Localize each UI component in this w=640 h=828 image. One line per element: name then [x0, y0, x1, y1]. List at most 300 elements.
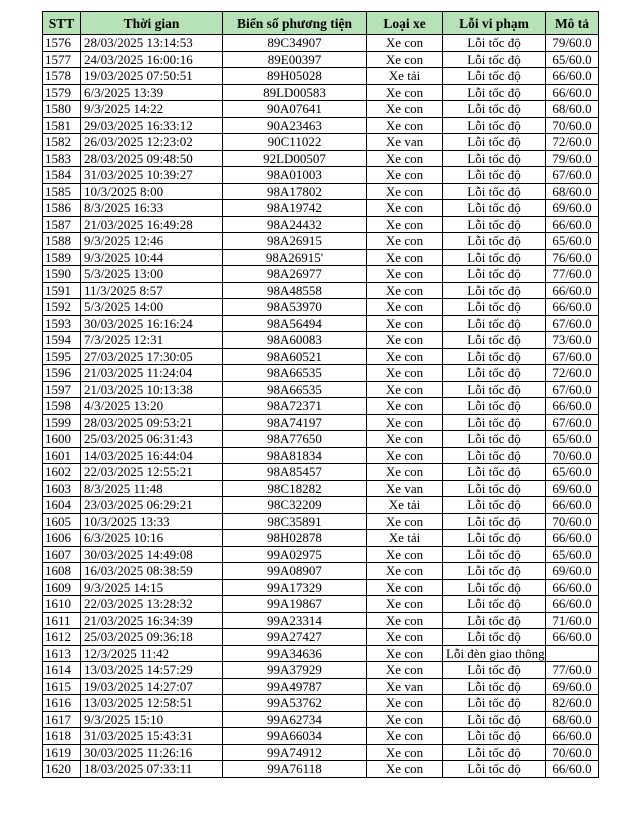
cell-plate: 99A53762	[223, 695, 367, 712]
cell-stt: 1587	[43, 216, 81, 233]
cell-stt: 1614	[43, 662, 81, 679]
cell-stt: 1580	[43, 101, 81, 118]
cell-plate: 99A76118	[223, 761, 367, 778]
table-body	[43, 35, 599, 778]
cell-violation: Lỗi đèn giao thông	[443, 645, 546, 662]
cell-description: 66/60.0	[546, 596, 599, 613]
cell-stt: 1601	[43, 447, 81, 464]
cell-time: 7/3/2025 12:31	[81, 332, 223, 349]
table-row	[43, 233, 599, 250]
table-row	[43, 563, 599, 580]
cell-vehicle-type: Xe tải	[367, 497, 443, 514]
cell-stt: 1610	[43, 596, 81, 613]
table-row	[43, 695, 599, 712]
cell-description: 70/60.0	[546, 744, 599, 761]
cell-plate: 89H05028	[223, 68, 367, 85]
cell-description: 70/60.0	[546, 447, 599, 464]
cell-stt: 1576	[43, 35, 81, 52]
cell-vehicle-type: Xe con	[367, 398, 443, 415]
cell-stt: 1620	[43, 761, 81, 778]
cell-plate: 89E00397	[223, 51, 367, 68]
cell-vehicle-type: Xe con	[367, 579, 443, 596]
cell-stt: 1596	[43, 365, 81, 382]
table-row	[43, 612, 599, 629]
cell-violation: Lỗi tốc độ	[443, 447, 546, 464]
cell-violation: Lỗi tốc độ	[443, 51, 546, 68]
cell-description: 79/60.0	[546, 150, 599, 167]
cell-plate: 98A01003	[223, 167, 367, 184]
cell-plate: 99A27427	[223, 629, 367, 646]
cell-vehicle-type: Xe con	[367, 414, 443, 431]
cell-vehicle-type: Xe con	[367, 711, 443, 728]
cell-time: 16/03/2025 08:38:59	[81, 563, 223, 580]
cell-violation: Lỗi tốc độ	[443, 711, 546, 728]
cell-violation: Lỗi tốc độ	[443, 249, 546, 266]
cell-plate: 99A34636	[223, 645, 367, 662]
header-row	[43, 12, 599, 35]
cell-description: 67/60.0	[546, 315, 599, 332]
cell-time: 14/03/2025 16:44:04	[81, 447, 223, 464]
cell-plate: 99A08907	[223, 563, 367, 580]
cell-description: 77/60.0	[546, 662, 599, 679]
table-row	[43, 381, 599, 398]
table-header	[43, 12, 599, 35]
cell-vehicle-type: Xe con	[367, 629, 443, 646]
cell-stt: 1597	[43, 381, 81, 398]
cell-plate: 98A60521	[223, 348, 367, 365]
cell-stt: 1577	[43, 51, 81, 68]
table-row	[43, 678, 599, 695]
cell-plate: 99A37929	[223, 662, 367, 679]
header-violation: Lỗi vi phạm	[443, 12, 546, 35]
table-row	[43, 744, 599, 761]
cell-plate: 98A53970	[223, 299, 367, 316]
cell-vehicle-type: Xe tải	[367, 68, 443, 85]
cell-violation: Lỗi tốc độ	[443, 530, 546, 547]
cell-violation: Lỗi tốc độ	[443, 299, 546, 316]
cell-plate: 98A60083	[223, 332, 367, 349]
cell-stt: 1600	[43, 431, 81, 448]
table-row	[43, 662, 599, 679]
cell-vehicle-type: Xe con	[367, 266, 443, 283]
cell-stt: 1584	[43, 167, 81, 184]
table-row	[43, 447, 599, 464]
cell-vehicle-type: Xe con	[367, 216, 443, 233]
cell-description: 68/60.0	[546, 101, 599, 118]
cell-plate: 98H02878	[223, 530, 367, 547]
cell-time: 24/03/2025 16:00:16	[81, 51, 223, 68]
cell-vehicle-type: Xe con	[367, 167, 443, 184]
cell-plate: 98A66535	[223, 365, 367, 382]
cell-plate: 98A77650	[223, 431, 367, 448]
cell-time: 21/03/2025 16:34:39	[81, 612, 223, 629]
cell-plate: 98A26915'	[223, 249, 367, 266]
cell-description: 66/60.0	[546, 84, 599, 101]
table-row	[43, 464, 599, 481]
cell-plate: 92LD00507	[223, 150, 367, 167]
cell-description: 72/60.0	[546, 365, 599, 382]
cell-stt: 1578	[43, 68, 81, 85]
table-row	[43, 51, 599, 68]
cell-plate: 98A24432	[223, 216, 367, 233]
table-row	[43, 150, 599, 167]
cell-plate: 98A26915	[223, 233, 367, 250]
cell-stt: 1591	[43, 282, 81, 299]
cell-stt: 1593	[43, 315, 81, 332]
table-row	[43, 728, 599, 745]
cell-violation: Lỗi tốc độ	[443, 662, 546, 679]
cell-description: 69/60.0	[546, 200, 599, 217]
cell-vehicle-type: Xe con	[367, 365, 443, 382]
cell-stt: 1595	[43, 348, 81, 365]
header-vehicle-type: Loại xe	[367, 12, 443, 35]
cell-vehicle-type: Xe con	[367, 233, 443, 250]
cell-violation: Lỗi tốc độ	[443, 282, 546, 299]
cell-violation: Lỗi tốc độ	[443, 200, 546, 217]
cell-plate: 99A17329	[223, 579, 367, 596]
cell-description: 65/60.0	[546, 464, 599, 481]
cell-vehicle-type: Xe con	[367, 150, 443, 167]
cell-vehicle-type: Xe con	[367, 35, 443, 52]
cell-violation: Lỗi tốc độ	[443, 513, 546, 530]
cell-vehicle-type: Xe con	[367, 464, 443, 481]
header-description: Mô tả	[546, 12, 599, 35]
cell-plate: 90A07641	[223, 101, 367, 118]
cell-vehicle-type: Xe van	[367, 134, 443, 151]
cell-vehicle-type: Xe con	[367, 596, 443, 613]
table-row	[43, 530, 599, 547]
cell-description: 65/60.0	[546, 233, 599, 250]
cell-time: 5/3/2025 14:00	[81, 299, 223, 316]
cell-violation: Lỗi tốc độ	[443, 431, 546, 448]
cell-time: 8/3/2025 11:48	[81, 480, 223, 497]
cell-description: 67/60.0	[546, 381, 599, 398]
cell-vehicle-type: Xe con	[367, 662, 443, 679]
cell-stt: 1598	[43, 398, 81, 415]
cell-stt: 1619	[43, 744, 81, 761]
cell-time: 13/03/2025 14:57:29	[81, 662, 223, 679]
cell-plate: 89LD00583	[223, 84, 367, 101]
table-row	[43, 348, 599, 365]
cell-plate: 89C34907	[223, 35, 367, 52]
cell-plate: 99A02975	[223, 546, 367, 563]
cell-violation: Lỗi tốc độ	[443, 183, 546, 200]
cell-stt: 1609	[43, 579, 81, 596]
cell-description: 66/60.0	[546, 497, 599, 514]
cell-violation: Lỗi tốc độ	[443, 497, 546, 514]
cell-vehicle-type: Xe con	[367, 431, 443, 448]
cell-stt: 1604	[43, 497, 81, 514]
cell-time: 9/3/2025 10:44	[81, 249, 223, 266]
cell-time: 21/03/2025 11:24:04	[81, 365, 223, 382]
cell-vehicle-type: Xe con	[367, 315, 443, 332]
cell-time: 28/03/2025 13:14:53	[81, 35, 223, 52]
cell-description: 66/60.0	[546, 728, 599, 745]
cell-violation: Lỗi tốc độ	[443, 84, 546, 101]
cell-stt: 1590	[43, 266, 81, 283]
cell-violation: Lỗi tốc độ	[443, 150, 546, 167]
cell-stt: 1585	[43, 183, 81, 200]
cell-description: 66/60.0	[546, 579, 599, 596]
cell-violation: Lỗi tốc độ	[443, 728, 546, 745]
cell-plate: 99A19867	[223, 596, 367, 613]
cell-plate: 98A74197	[223, 414, 367, 431]
cell-violation: Lỗi tốc độ	[443, 348, 546, 365]
cell-time: 12/3/2025 11:42	[81, 645, 223, 662]
cell-vehicle-type: Xe con	[367, 101, 443, 118]
table-row	[43, 332, 599, 349]
cell-violation: Lỗi tốc độ	[443, 266, 546, 283]
cell-description: 66/60.0	[546, 282, 599, 299]
cell-time: 4/3/2025 13:20	[81, 398, 223, 415]
cell-description: 68/60.0	[546, 183, 599, 200]
cell-stt: 1589	[43, 249, 81, 266]
cell-violation: Lỗi tốc độ	[443, 365, 546, 382]
cell-plate: 99A49787	[223, 678, 367, 695]
table-row	[43, 365, 599, 382]
cell-time: 8/3/2025 16:33	[81, 200, 223, 217]
header-stt: STT	[43, 12, 81, 35]
cell-vehicle-type: Xe con	[367, 183, 443, 200]
cell-stt: 1618	[43, 728, 81, 745]
cell-plate: 98A26977	[223, 266, 367, 283]
table-row	[43, 101, 599, 118]
cell-description: 66/60.0	[546, 530, 599, 547]
cell-vehicle-type: Xe tải	[367, 530, 443, 547]
cell-plate: 98C32209	[223, 497, 367, 514]
cell-vehicle-type: Xe con	[367, 299, 443, 316]
table-row	[43, 579, 599, 596]
cell-time: 10/3/2025 13:33	[81, 513, 223, 530]
cell-description: 76/60.0	[546, 249, 599, 266]
cell-vehicle-type: Xe con	[367, 612, 443, 629]
cell-stt: 1607	[43, 546, 81, 563]
cell-plate: 98A48558	[223, 282, 367, 299]
cell-description: 69/60.0	[546, 563, 599, 580]
cell-time: 11/3/2025 8:57	[81, 282, 223, 299]
cell-plate: 90C11022	[223, 134, 367, 151]
cell-violation: Lỗi tốc độ	[443, 398, 546, 415]
cell-stt: 1582	[43, 134, 81, 151]
cell-time: 27/03/2025 17:30:05	[81, 348, 223, 365]
cell-description: 66/60.0	[546, 299, 599, 316]
table-row	[43, 299, 599, 316]
cell-vehicle-type: Xe con	[367, 513, 443, 530]
cell-vehicle-type: Xe con	[367, 381, 443, 398]
table-row	[43, 645, 599, 662]
cell-stt: 1606	[43, 530, 81, 547]
table-row	[43, 216, 599, 233]
cell-time: 9/3/2025 15:10	[81, 711, 223, 728]
cell-stt: 1608	[43, 563, 81, 580]
cell-violation: Lỗi tốc độ	[443, 563, 546, 580]
cell-time: 31/03/2025 10:39:27	[81, 167, 223, 184]
cell-vehicle-type: Xe con	[367, 282, 443, 299]
cell-description: 65/60.0	[546, 431, 599, 448]
cell-vehicle-type: Xe con	[367, 744, 443, 761]
table-row	[43, 480, 599, 497]
table-row	[43, 167, 599, 184]
table-row	[43, 183, 599, 200]
cell-plate: 99A74912	[223, 744, 367, 761]
cell-time: 9/3/2025 14:22	[81, 101, 223, 118]
cell-time: 19/03/2025 14:27:07	[81, 678, 223, 695]
cell-time: 21/03/2025 10:13:38	[81, 381, 223, 398]
cell-vehicle-type: Xe con	[367, 728, 443, 745]
cell-time: 18/03/2025 07:33:11	[81, 761, 223, 778]
cell-plate: 98C18282	[223, 480, 367, 497]
cell-time: 26/03/2025 12:23:02	[81, 134, 223, 151]
cell-description: 66/60.0	[546, 629, 599, 646]
cell-description: 65/60.0	[546, 546, 599, 563]
cell-violation: Lỗi tốc độ	[443, 414, 546, 431]
cell-stt: 1599	[43, 414, 81, 431]
cell-description: 67/60.0	[546, 348, 599, 365]
cell-time: 30/03/2025 16:16:24	[81, 315, 223, 332]
cell-description: 82/60.0	[546, 695, 599, 712]
cell-time: 13/03/2025 12:58:51	[81, 695, 223, 712]
cell-time: 22/03/2025 12:55:21	[81, 464, 223, 481]
table-row	[43, 68, 599, 85]
cell-stt: 1611	[43, 612, 81, 629]
cell-plate: 98A81834	[223, 447, 367, 464]
cell-description: 65/60.0	[546, 51, 599, 68]
cell-time: 28/03/2025 09:53:21	[81, 414, 223, 431]
cell-plate: 98C35891	[223, 513, 367, 530]
table-row	[43, 315, 599, 332]
cell-vehicle-type: Xe con	[367, 563, 443, 580]
cell-description: 72/60.0	[546, 134, 599, 151]
cell-violation: Lỗi tốc độ	[443, 233, 546, 250]
cell-description: 71/60.0	[546, 612, 599, 629]
cell-time: 10/3/2025 8:00	[81, 183, 223, 200]
cell-violation: Lỗi tốc độ	[443, 744, 546, 761]
cell-vehicle-type: Xe van	[367, 480, 443, 497]
cell-violation: Lỗi tốc độ	[443, 101, 546, 118]
cell-time: 25/03/2025 09:36:18	[81, 629, 223, 646]
violations-table	[42, 11, 599, 778]
cell-stt: 1594	[43, 332, 81, 349]
cell-time: 6/3/2025 13:39	[81, 84, 223, 101]
cell-stt: 1602	[43, 464, 81, 481]
cell-violation: Lỗi tốc độ	[443, 167, 546, 184]
cell-plate: 98A56494	[223, 315, 367, 332]
cell-plate: 98A85457	[223, 464, 367, 481]
cell-description: 66/60.0	[546, 68, 599, 85]
cell-description: 73/60.0	[546, 332, 599, 349]
table-row	[43, 761, 599, 778]
table-row	[43, 414, 599, 431]
cell-stt: 1586	[43, 200, 81, 217]
cell-vehicle-type: Xe con	[367, 645, 443, 662]
cell-description: 66/60.0	[546, 761, 599, 778]
table-row	[43, 497, 599, 514]
cell-violation: Lỗi tốc độ	[443, 117, 546, 134]
cell-description: 69/60.0	[546, 678, 599, 695]
table-row	[43, 629, 599, 646]
cell-vehicle-type: Xe con	[367, 348, 443, 365]
cell-description: 66/60.0	[546, 216, 599, 233]
cell-description: 69/60.0	[546, 480, 599, 497]
cell-stt: 1613	[43, 645, 81, 662]
cell-time: 30/03/2025 14:49:08	[81, 546, 223, 563]
table-row	[43, 546, 599, 563]
table-row	[43, 711, 599, 728]
cell-stt: 1605	[43, 513, 81, 530]
cell-violation: Lỗi tốc độ	[443, 761, 546, 778]
table-row	[43, 117, 599, 134]
cell-stt: 1616	[43, 695, 81, 712]
cell-plate: 99A23314	[223, 612, 367, 629]
cell-violation: Lỗi tốc độ	[443, 35, 546, 52]
cell-vehicle-type: Xe con	[367, 761, 443, 778]
cell-vehicle-type: Xe con	[367, 695, 443, 712]
cell-vehicle-type: Xe con	[367, 200, 443, 217]
cell-vehicle-type: Xe con	[367, 447, 443, 464]
cell-stt: 1579	[43, 84, 81, 101]
table-row	[43, 200, 599, 217]
cell-violation: Lỗi tốc độ	[443, 629, 546, 646]
cell-violation: Lỗi tốc độ	[443, 315, 546, 332]
cell-description: 68/60.0	[546, 711, 599, 728]
table-row	[43, 431, 599, 448]
cell-stt: 1583	[43, 150, 81, 167]
cell-violation: Lỗi tốc độ	[443, 579, 546, 596]
cell-violation: Lỗi tốc độ	[443, 596, 546, 613]
cell-plate: 90A23463	[223, 117, 367, 134]
cell-time: 23/03/2025 06:29:21	[81, 497, 223, 514]
cell-time: 21/03/2025 16:49:28	[81, 216, 223, 233]
cell-description: 70/60.0	[546, 513, 599, 530]
cell-vehicle-type: Xe con	[367, 332, 443, 349]
cell-description: 67/60.0	[546, 414, 599, 431]
cell-time: 25/03/2025 06:31:43	[81, 431, 223, 448]
cell-time: 9/3/2025 12:46	[81, 233, 223, 250]
cell-time: 19/03/2025 07:50:51	[81, 68, 223, 85]
cell-plate: 98A72371	[223, 398, 367, 415]
cell-violation: Lỗi tốc độ	[443, 134, 546, 151]
cell-violation: Lỗi tốc độ	[443, 546, 546, 563]
table-row	[43, 134, 599, 151]
table-row	[43, 249, 599, 266]
cell-time: 9/3/2025 14:15	[81, 579, 223, 596]
cell-plate: 99A66034	[223, 728, 367, 745]
table-row	[43, 513, 599, 530]
cell-violation: Lỗi tốc độ	[443, 480, 546, 497]
cell-time: 22/03/2025 13:28:32	[81, 596, 223, 613]
cell-description	[546, 645, 599, 662]
cell-violation: Lỗi tốc độ	[443, 464, 546, 481]
cell-time: 6/3/2025 10:16	[81, 530, 223, 547]
cell-description: 77/60.0	[546, 266, 599, 283]
cell-vehicle-type: Xe con	[367, 249, 443, 266]
header-plate: Biển số phương tiện	[223, 12, 367, 35]
cell-description: 79/60.0	[546, 35, 599, 52]
table-row	[43, 282, 599, 299]
cell-stt: 1581	[43, 117, 81, 134]
cell-vehicle-type: Xe con	[367, 546, 443, 563]
cell-description: 67/60.0	[546, 167, 599, 184]
cell-vehicle-type: Xe van	[367, 678, 443, 695]
cell-time: 31/03/2025 15:43:31	[81, 728, 223, 745]
cell-violation: Lỗi tốc độ	[443, 332, 546, 349]
cell-plate: 99A62734	[223, 711, 367, 728]
table-row	[43, 596, 599, 613]
cell-time: 5/3/2025 13:00	[81, 266, 223, 283]
cell-violation: Lỗi tốc độ	[443, 695, 546, 712]
cell-stt: 1617	[43, 711, 81, 728]
cell-description: 70/60.0	[546, 117, 599, 134]
